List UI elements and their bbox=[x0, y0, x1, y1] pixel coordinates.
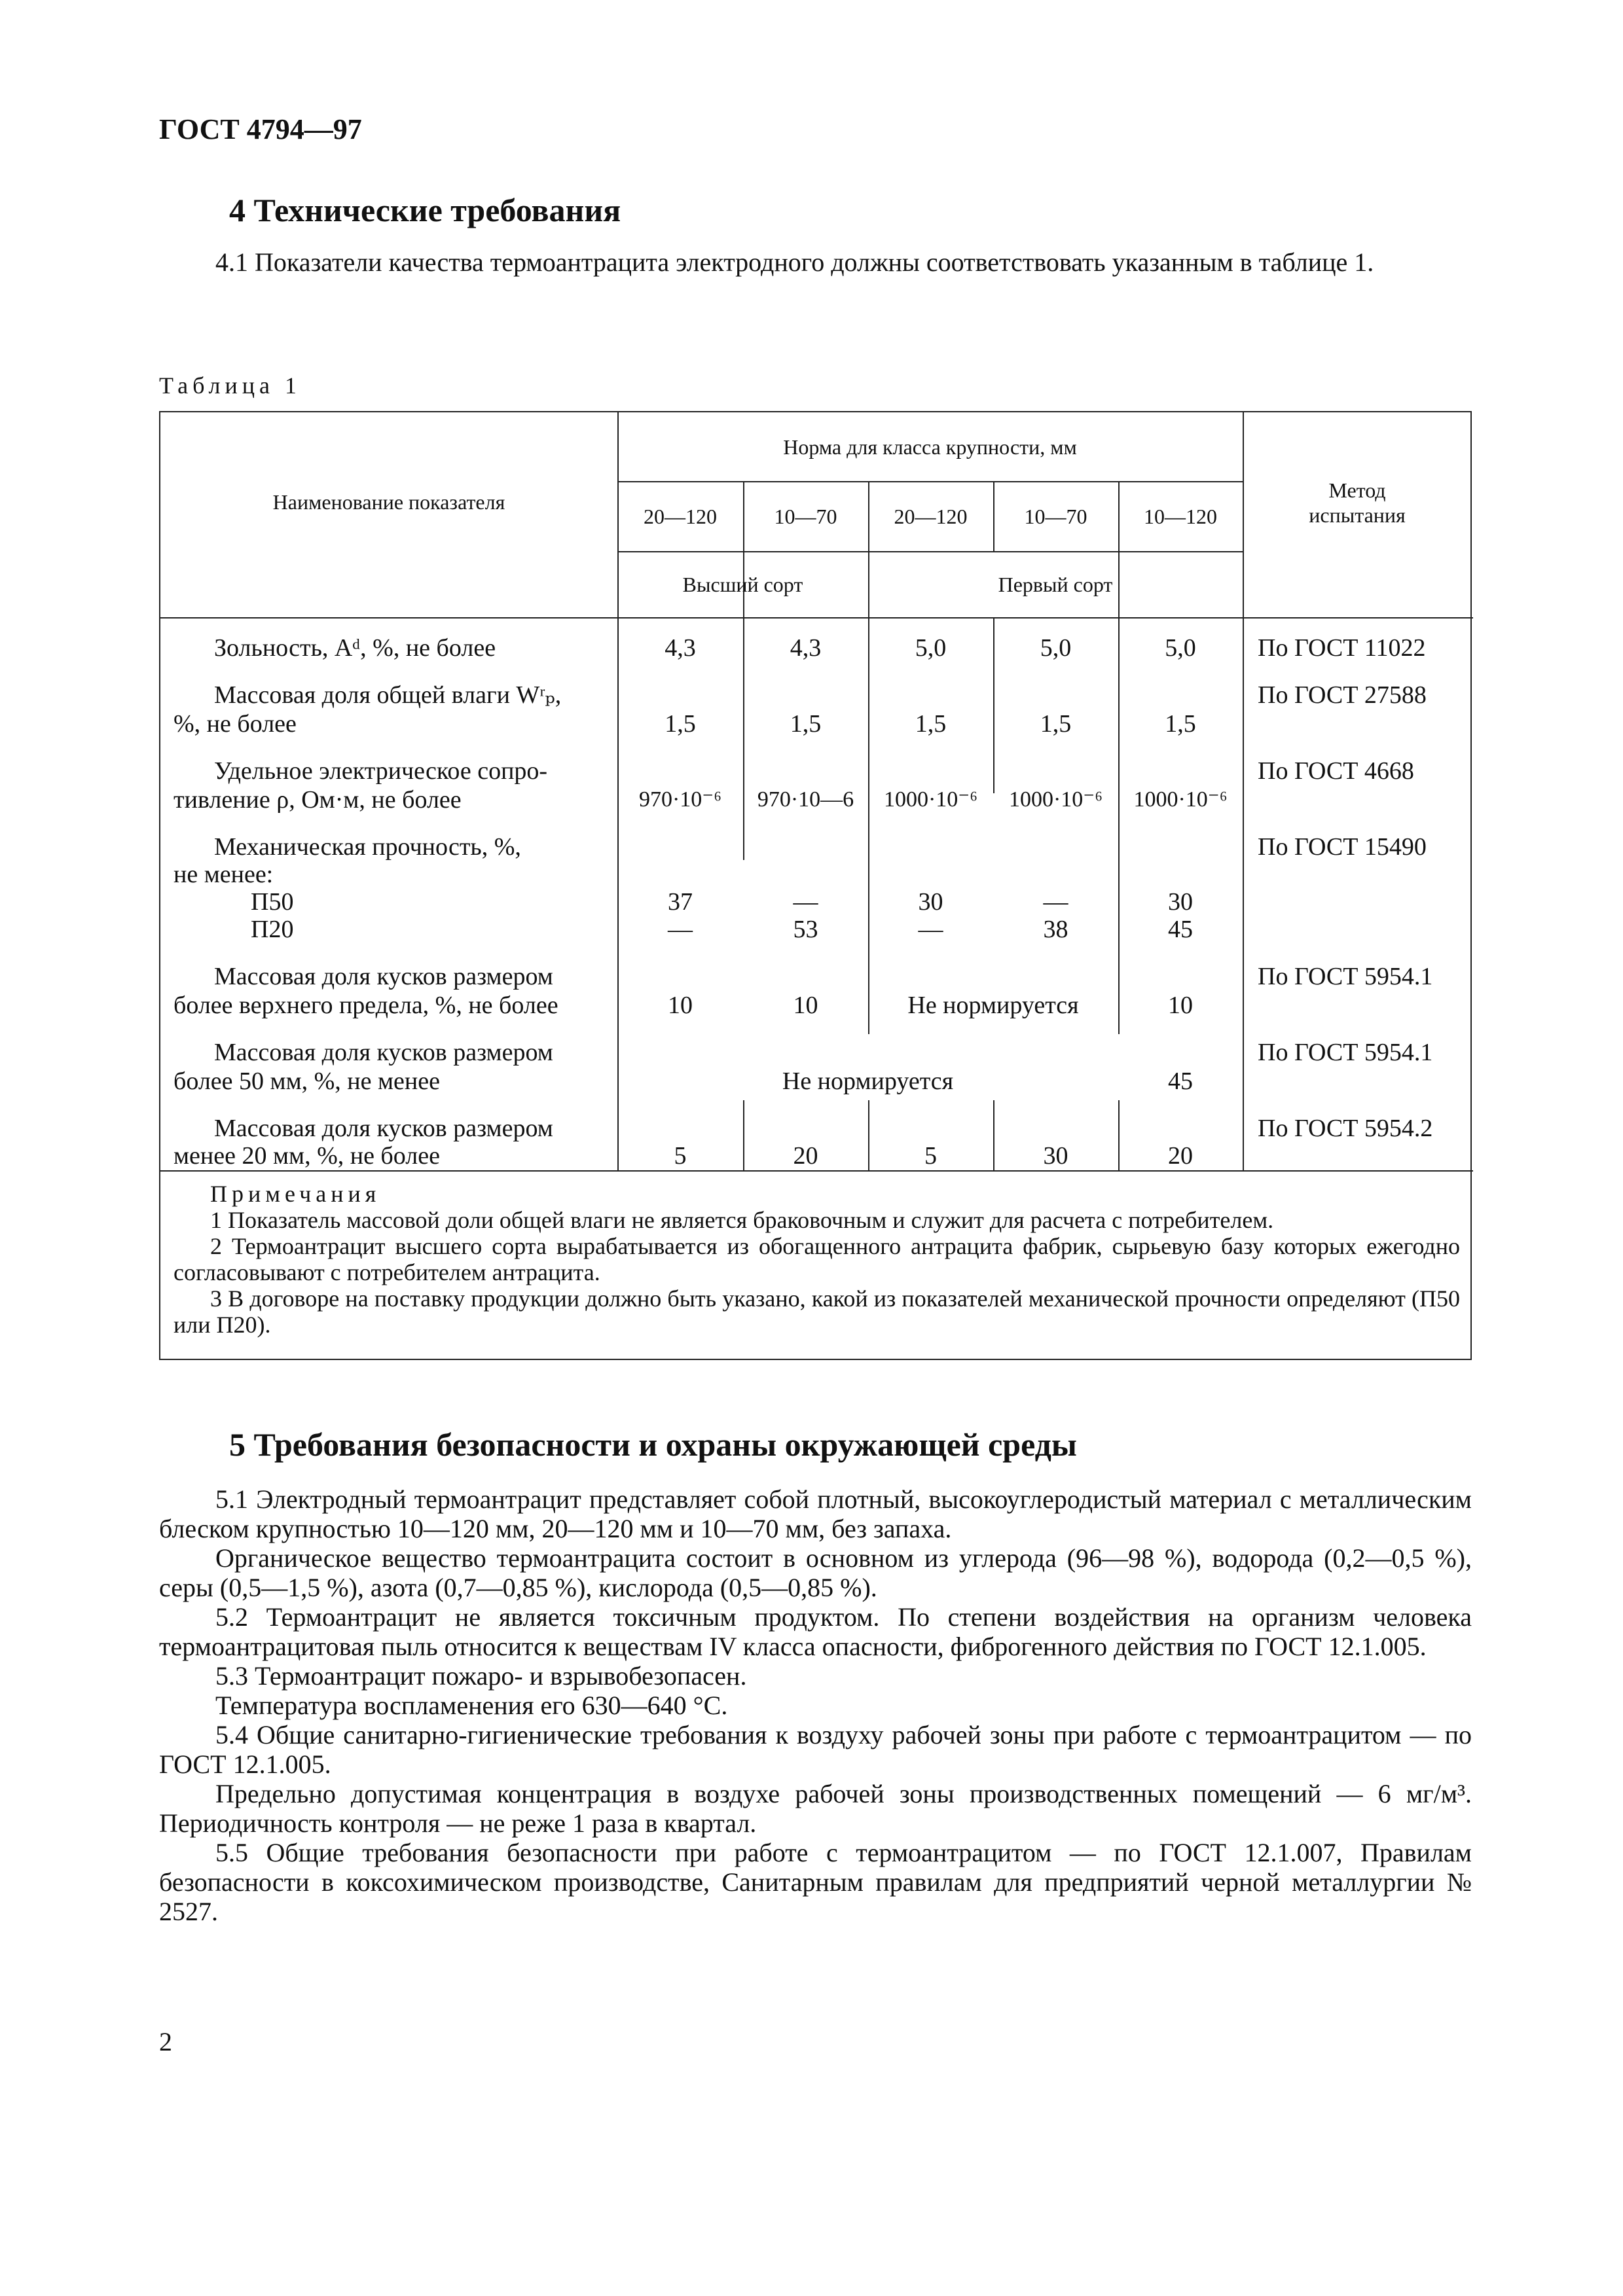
paragraph-5-5: 5.5 Общие требования безопасности при работе с термоантрацитом — по ГОСТ 12.1.007, Правилам безопасности в коксохимическом производстве, Санитарным правилам для предприятий черной металлургии № 2527. bbox=[159, 1838, 1472, 1926]
row-strength-p20: П20 bbox=[251, 916, 294, 943]
table-cell: Не нормируется bbox=[907, 992, 1079, 1019]
row-method: По ГОСТ 5954.1 bbox=[1258, 1039, 1433, 1066]
row-method: По ГОСТ 11022 bbox=[1258, 634, 1426, 662]
paragraph-5-4: 5.4 Общие санитарно-гигиенические требования к воздуху рабочей зоны при работе с термоантрацитом — по ГОСТ 12.1.005. bbox=[159, 1720, 1472, 1779]
row-oversize-name: Массовая доля кусков размером bbox=[214, 963, 553, 990]
notes-title: Примечания bbox=[210, 1181, 381, 1207]
header-method: Метод испытания bbox=[1309, 478, 1406, 527]
row-resistivity-name: тивление ρ, Ом·м, не более bbox=[173, 786, 462, 814]
row-resistivity-name: Удельное электрическое сопро- bbox=[214, 757, 548, 785]
row-ash-name: Зольность, Aᵈ, %, не более bbox=[214, 634, 496, 662]
row-method: По ГОСТ 27588 bbox=[1258, 681, 1427, 709]
table-cell: 30 bbox=[1043, 1142, 1068, 1170]
table-cell: 45 bbox=[1168, 1067, 1193, 1095]
table-cell: 45 bbox=[1168, 916, 1193, 943]
table-cell: 1000·10⁻⁶ bbox=[1133, 787, 1228, 812]
row-method: По ГОСТ 5954.1 bbox=[1258, 963, 1433, 990]
table-cell: 1,5 bbox=[915, 710, 947, 738]
table-cell: 4,3 bbox=[665, 634, 696, 662]
table-cell: 37 bbox=[668, 888, 693, 916]
note-1: 1 Показатель массовой доли общей влаги не является браковочным и служит для расчета с потребителем. bbox=[210, 1207, 1274, 1233]
row-under20-name: Массовая доля кусков размером bbox=[214, 1115, 553, 1142]
paragraph-5-3-b: Температура воспламенения его 630—640 °С. bbox=[215, 1691, 728, 1720]
paragraph-5-2: 5.2 Термоантрацит не является токсичным продуктом. По степени воздействия на организм человека термоантрацитовая пыль относится к веществам IV класса опасности, фиброгенного действия по ГОСТ 12.1.005. bbox=[159, 1602, 1472, 1661]
table-cell: 970·10⁻⁶ bbox=[638, 787, 722, 812]
header-size: 10—120 bbox=[1144, 505, 1217, 528]
paragraph-5-1: 5.1 Электродный термоантрацит представляет собой плотный, высокоуглеродистый материал с металлическим блеском крупностью 10—120 мм, 20—120 мм и 10—70 мм, без запаха. bbox=[159, 1484, 1472, 1543]
section-5-title: 5 Требования безопасности и охраны окружающей среды bbox=[229, 1426, 1077, 1463]
row-strength-p50: П50 bbox=[251, 888, 294, 916]
table-cell: Не нормируется bbox=[782, 1067, 954, 1095]
header-grade-first: Первый сорт bbox=[998, 573, 1113, 596]
paragraph-5-4-b: Предельно допустимая концентрация в воздухе рабочей зоны производственных помещений — 6 мг/м³. Периодичность контроля — не реже 1 раза в квартал. bbox=[159, 1779, 1472, 1838]
paragraph-5-1-b: Органическое вещество термоантрацита состоит в основном из углерода (96—98 %), водорода (0,2—0,5 %), серы (0,5—1,5 %), азота (0,7—0,85 %), кислорода (0,5—0,85 %). bbox=[159, 1543, 1472, 1602]
table-cell: 5,0 bbox=[1165, 634, 1196, 662]
table-cell: — bbox=[668, 916, 693, 943]
table-cell: 30 bbox=[1168, 888, 1193, 916]
table-cell: 30 bbox=[918, 888, 943, 916]
row-method: По ГОСТ 5954.2 bbox=[1258, 1115, 1433, 1142]
table-cell: 20 bbox=[793, 1142, 818, 1170]
header-grade-high: Высший сорт bbox=[682, 573, 803, 596]
row-over50-name: более 50 мм, %, не менее bbox=[173, 1067, 440, 1095]
table-1 bbox=[159, 411, 1472, 1360]
header-size: 20—120 bbox=[894, 505, 968, 528]
header-size: 10—70 bbox=[774, 505, 837, 528]
header-size: 20—120 bbox=[644, 505, 717, 528]
paragraph-4-1: 4.1 Показатели качества термоантрацита электродного должны соответствовать указанным в таблице 1. bbox=[215, 247, 1374, 277]
row-oversize-name: более верхнего предела, %, не более bbox=[173, 992, 558, 1019]
document-code: ГОСТ 4794—97 bbox=[159, 113, 362, 145]
table-cell: 5 bbox=[924, 1142, 937, 1170]
table-caption: Таблица 1 bbox=[159, 372, 301, 399]
row-method: По ГОСТ 4668 bbox=[1258, 757, 1414, 785]
page-number: 2 bbox=[159, 2027, 172, 2056]
table-cell: — bbox=[1043, 888, 1068, 916]
row-strength-name: Механическая прочность, %, bbox=[214, 833, 521, 861]
table-cell: 1000·10⁻⁶ bbox=[1008, 787, 1103, 812]
note-2: 2 Термоантрацит высшего сорта вырабатывается из обогащенного антрацита фабрик, сырьевую базу которых ежегодно согласовывают с потребителем антрацита. bbox=[173, 1233, 1460, 1285]
table-cell: 5,0 bbox=[1040, 634, 1072, 662]
row-moisture-name: %, не более bbox=[173, 710, 297, 738]
table-cell: 970·10—6 bbox=[757, 787, 854, 812]
paragraph-5-3: 5.3 Термоантрацит пожаро- и взрывобезопасен. bbox=[215, 1661, 747, 1691]
row-under20-name: менее 20 мм, %, не более bbox=[173, 1142, 440, 1170]
table-cell: 20 bbox=[1168, 1142, 1193, 1170]
table-cell: — bbox=[793, 888, 818, 916]
table-cell: — bbox=[918, 916, 943, 943]
row-moisture-name: Массовая доля общей влаги Wʳₚ, bbox=[214, 681, 562, 709]
table-cell: 5,0 bbox=[915, 634, 947, 662]
table-cell: 38 bbox=[1043, 916, 1068, 943]
table-cell: 4,3 bbox=[790, 634, 822, 662]
note-3: 3 В договоре на поставку продукции должно быть указано, какой из показателей механической прочности определяют (П50 или П20). bbox=[173, 1285, 1460, 1338]
table-cell: 1,5 bbox=[1040, 710, 1072, 738]
table-cell: 53 bbox=[793, 916, 818, 943]
table-cell: 1,5 bbox=[1165, 710, 1196, 738]
section-5-body bbox=[159, 1484, 1472, 1926]
header-norm: Норма для класса крупности, мм bbox=[783, 435, 1077, 459]
table-cell: 1,5 bbox=[665, 710, 696, 738]
section-4-title: 4 Технические требования bbox=[229, 192, 621, 228]
table-cell: 10 bbox=[1168, 992, 1193, 1019]
header-size: 10—70 bbox=[1024, 505, 1087, 528]
table-cell: 1,5 bbox=[790, 710, 822, 738]
table-notes bbox=[160, 1181, 1473, 1338]
table-cell: 10 bbox=[668, 992, 693, 1019]
row-method: По ГОСТ 15490 bbox=[1258, 833, 1427, 861]
table-cell: 1000·10⁻⁶ bbox=[883, 787, 978, 812]
row-over50-name: Массовая доля кусков размером bbox=[214, 1039, 553, 1066]
table-cell: 5 bbox=[674, 1142, 687, 1170]
row-strength-name: не менее: bbox=[173, 861, 274, 888]
table-cell: 10 bbox=[793, 992, 818, 1019]
header-indicator: Наименование показателя bbox=[272, 490, 505, 514]
